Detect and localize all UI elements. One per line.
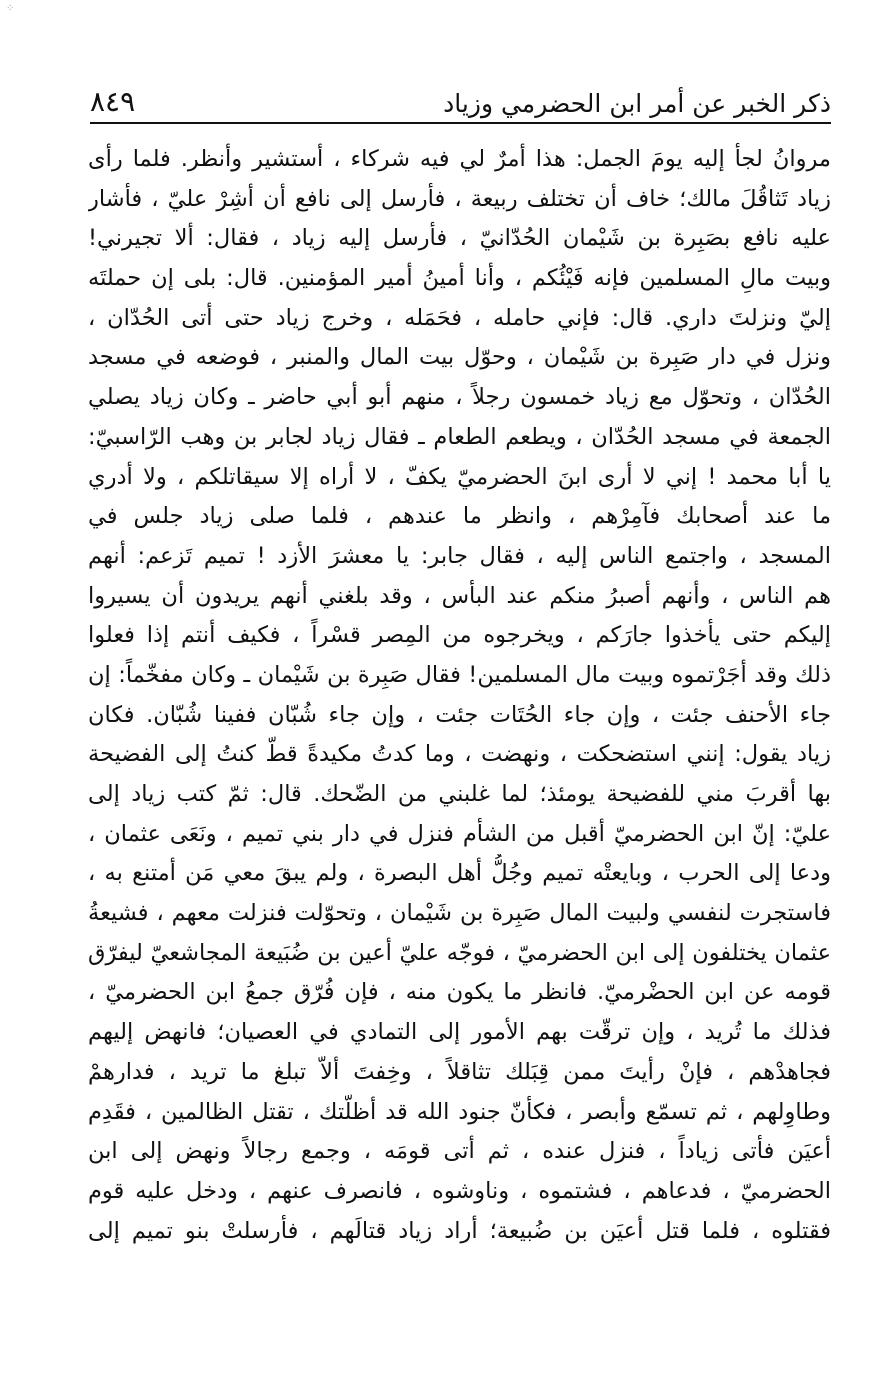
text-line: عثمان يختلفون إلى ابن الحضرميّ ، فوجّه عليّ أعين بن ضُبَيعة المجاشعيّ ليفرّق [88, 939, 831, 966]
text-line: وبيت مالِ المسلمين فإنه فَيْئُكم ، وأنا أمينُ أمير المؤمنين. قال: بلى إن حملتَه [88, 265, 831, 292]
text-line: ما عند أصحابك فآمِرْهم ، وانظر ما عندهم ، فلما صلى زياد جلس في [88, 503, 831, 530]
text-line: زياد يقول: إنني استضحكت ، ونهضت ، وما كدتُ مكيدةً قطّ كنتُ إلى الفضيحة [88, 741, 831, 768]
text-line [88, 1331, 831, 1371]
text-line [88, 1251, 831, 1291]
text-line: بها أقربَ مني للفضيحة يومئذ؛ لما غلبني من الضّحك. قال: ثمّ كتب زياد إلى [88, 781, 831, 807]
text-line: إليكم حتى يأخذوا جارَكم ، ويخرجوه من المِصر قسْراً ، فكيف أنتم إذا فعلوا [88, 622, 831, 649]
text-line: فذلك ما تُريد ، وإن ترقّت بهم الأمور إلى التمادي في العصيان؛ فانهض إليهم [88, 1019, 831, 1046]
text-line: المسجد ، واجتمع الناس إليه ، فقال جابر: يا معشرَ الأزد ! تميم تَزعم: أنهم [88, 542, 831, 569]
text-line [88, 1291, 831, 1331]
text-line: الحُدّان ، وتحوّل مع زياد خمسون رجلاً ، منهم أبو أبي حاضر ـ وكان زياد يصلي [88, 384, 831, 411]
text-line: هم الناس ، وأنهم أصبرُ منكم عند البأس ، وقد بلغني أنهم يريدون أن يسيروا [88, 582, 831, 609]
page-header [90, 78, 831, 124]
text-line: مروانُ لجأ إليه يومَ الجمل: هذا أمرٌ لي فيه شركاء ، أستشير وأنظر. فلما رأى [88, 146, 831, 172]
text-line: زياد تَثاقُلَ مالك؛ خاف أن تختلف ربيعة ، فأرسل إلى نافع أن أشِرْ عليّ ، فأشار [88, 185, 831, 212]
body-text [88, 140, 831, 1370]
scan-corner-mark: ⁘ [6, 3, 15, 14]
text-line: ونزل في دار صَبِرة بن شَيْمان ، وحوّل بيت المال والمنبر ، فوضعه في مسجد [88, 344, 831, 371]
text-line: الحضرميّ ، فدعاهم ، فشتموه ، وناوشوه ، فانصرف عنهم ، ودخل عليه قوم [88, 1177, 831, 1204]
running-title: ذكر الخبر عن أمر ابن الحضرمي وزياد [443, 89, 831, 118]
text-line: جاء الأحنف جئت ، وإن جاء الحُتَات جئت ، وإن جاء شُبّان ففينا شُبّان. فكان [88, 701, 831, 728]
text-line: أعيَن فأتى زياداً ، فنزل عنده ، ثم أتى قومَه ، وجمع رجالاً ونهض إلى ابن [88, 1138, 831, 1165]
text-line: ودعا إلى الحرب ، وبايعتْه تميم وجُلُّ أهل البصرة ، ولم يبقَ معي مَن أمتنع به ، [88, 860, 831, 887]
text-line: ذلك وقد أجَرْتموه وبيت مال المسلمين! فقال صَبِرة بن شَيْمان ـ وكان مفخّماً: إن [88, 661, 831, 688]
text-line: قومه عن ابن الحضْرميّ. فانظر ما يكون منه ، فإن فُرّق جمعُ ابن الحضرميّ ، [88, 979, 831, 1006]
text-line: فجاهدْهم ، فإنْ رأيتَ ممن قِبَلك تثاقلاً ، وخِفتَ ألاّ تبلغ ما تريد ، فدارهمْ [88, 1058, 831, 1085]
text-line: يا أبا محمد ! إني لا أرى ابنَ الحضرميّ يكفّ ، لا أراه إلا سيقاتلكم ، ولا أدري [88, 463, 831, 490]
text-line: وطاوِلهم ، ثم تسمّع وأبصر ، فكأنّ جنود الله قد أظلّتك ، تقتل الظالمين ، فقَدِم [88, 1098, 831, 1125]
text-line: عليّ: إنّ ابن الحضرميّ أقبل من الشأم فنزل في دار بني تميم ، ونَعَى عثمان ، [88, 820, 831, 847]
text-line: عليه نافع بصَبِرة بن شَيْمان الحُدّانيّ ، فأرسل إليه زياد ، فقال: ألا تجيرني! [88, 225, 831, 252]
page-number: ٨٤٩ [90, 85, 136, 118]
text-line: فاستجرت لنفسي ولبيت المال صَبِرة بن شَيْمان ، وتحوّلت فنزلت معهم ، فشيعةُ [88, 900, 831, 927]
text-line: فقتلوه ، فلما قتل أعيَن بن ضُبيعة؛ أراد زياد قتالَهم ، فأرسلتْ بنو تميم إلى [88, 1217, 831, 1244]
text-line: الجمعة في مسجد الحُدّان ، ويطعم الطعام ـ فقال زياد لجابر بن وهب الرّاسبيّ: [88, 423, 831, 450]
text-line: إليّ ونزلتَ داري. قال: فإني حامله ، فحَمَله ، وخرج زياد حتى أتى الحُدّان ، [88, 304, 831, 331]
